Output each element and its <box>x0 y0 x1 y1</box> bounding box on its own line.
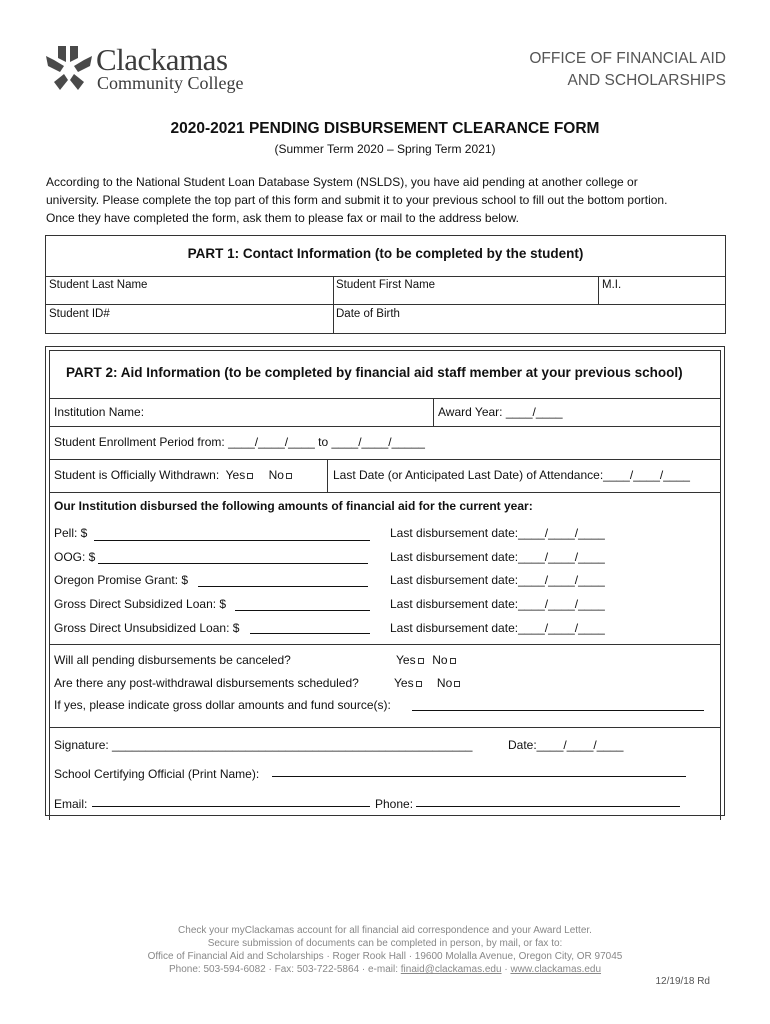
subsidized-loan-date-field[interactable]: Last disbursement date:____/____/____ <box>390 597 605 611</box>
email-link[interactable]: finaid@clackamas.edu <box>400 964 502 975</box>
enrollment-period-field[interactable]: Student Enrollment Period from: ____/____/____ to ____/____/_____ <box>54 435 425 449</box>
form-title: 2020-2021 PENDING DISBURSEMENT CLEARANCE FORM <box>170 120 600 137</box>
mi-field[interactable]: M.I. <box>602 279 622 291</box>
footer <box>0 924 770 976</box>
withdrawn-yes-label: Yes <box>225 468 246 482</box>
part1-heading: PART 1: Contact Information (to be completed by the student) <box>187 246 584 261</box>
withdrawn-no-label: No <box>268 468 284 482</box>
canceled-options <box>396 653 458 667</box>
post-yes-checkbox[interactable] <box>416 681 422 687</box>
post-withdrawal-options <box>394 676 462 690</box>
withdrawn-field <box>54 468 294 482</box>
office-line2: AND SCHOLARSHIPS <box>567 72 726 89</box>
divider <box>49 727 721 728</box>
office-name <box>529 48 726 92</box>
divider <box>46 304 725 305</box>
footer-line4 <box>0 963 770 976</box>
divider <box>333 276 334 334</box>
post-no-label: No <box>436 676 453 690</box>
divider <box>46 276 725 277</box>
subsidized-loan-label: Gross Direct Subsidized Loan: $ <box>54 597 227 611</box>
subsidized-loan-amount-field[interactable] <box>235 610 370 611</box>
intro-line: According to the National Student Loan Database System (NSLDS), you have aid pending at another college or <box>46 175 638 189</box>
email-label: Email: <box>54 797 88 811</box>
pell-date-field[interactable]: Last disbursement date:____/____/____ <box>390 526 605 540</box>
oog-date-field[interactable]: Last disbursement date:____/____/____ <box>390 550 605 564</box>
footer-separator: · <box>501 964 511 975</box>
official-name-label: School Certifying Official (Print Name): <box>54 767 260 781</box>
dob-field[interactable]: Date of Birth <box>336 308 400 320</box>
phone-label: Phone: <box>375 797 414 811</box>
student-first-name-field[interactable]: Student First Name <box>336 279 436 291</box>
signature-date-field[interactable]: Date:____/____/____ <box>508 738 624 752</box>
institution-name-field[interactable]: Institution Name: <box>54 405 145 419</box>
college-name: Clackamas <box>96 42 228 77</box>
oregon-promise-date-field[interactable]: Last disbursement date:____/____/____ <box>390 573 605 587</box>
signature-field[interactable]: Signature: ______________________________________________________ <box>54 738 473 752</box>
if-yes-label: If yes, please indicate gross dollar amounts and fund source(s): <box>54 698 391 712</box>
oog-amount-field[interactable] <box>98 563 368 564</box>
pell-label: Pell: $ <box>54 526 88 540</box>
divider <box>49 398 721 399</box>
footer-line3: Office of Financial Aid and Scholarships · Roger Rook Hall · 19600 Molalla Avenue, Oregon City, OR 97045 <box>147 951 623 962</box>
official-name-field[interactable] <box>272 776 686 777</box>
unsubsidized-loan-amount-field[interactable] <box>250 633 370 634</box>
footer-contact: Phone: 503-594-6082 · Fax: 503-722-5864 · e-mail: <box>168 964 401 975</box>
withdrawn-label: Student is Officially Withdrawn: <box>54 468 220 482</box>
withdrawn-yes-checkbox[interactable] <box>247 473 253 479</box>
intro-line: Once they have completed the form, ask them to please fax or mail to the address below. <box>46 211 519 225</box>
unsubsidized-loan-label: Gross Direct Unsubsidized Loan: $ <box>54 621 240 635</box>
pell-amount-field[interactable] <box>94 540 370 541</box>
last-attendance-date-field[interactable]: Last Date (or Anticipated Last Date) of Attendance:____/____/____ <box>333 468 690 482</box>
oregon-promise-amount-field[interactable] <box>198 586 368 587</box>
oregon-promise-label: Oregon Promise Grant: $ <box>54 573 189 587</box>
intro-text <box>46 173 736 227</box>
college-sub: Community College <box>97 73 244 93</box>
divider <box>49 459 721 460</box>
post-yes-label: Yes <box>394 676 414 690</box>
part2-heading: PART 2: Aid Information (to be completed by financial aid staff member at your previous school) <box>66 365 683 380</box>
unsubsidized-loan-date-field[interactable]: Last disbursement date:____/____/____ <box>390 621 605 635</box>
divider <box>433 398 434 426</box>
post-withdrawal-question: Are there any post-withdrawal disbursements scheduled? <box>54 676 359 690</box>
canceled-question: Will all pending disbursements be canceled? <box>54 653 291 667</box>
intro-line: university. Please complete the top part of this form and submit it to your previous school to fill out the bottom portion. <box>46 193 668 207</box>
divider <box>598 276 599 304</box>
student-last-name-field[interactable]: Student Last Name <box>49 279 148 291</box>
canceled-yes-checkbox[interactable] <box>418 658 424 664</box>
disbursed-heading: Our Institution disbursed the following amounts of financial aid for the current year: <box>54 499 533 513</box>
divider <box>49 492 721 493</box>
footer-line2: Secure submission of documents can be completed in person, by mail, or fax to: <box>207 938 563 949</box>
footer-line1: Check your myClackamas account for all financial aid correspondence and your Award Letter. <box>178 925 592 936</box>
canceled-yes-label: Yes <box>396 653 416 667</box>
email-field[interactable] <box>92 806 370 807</box>
form-subtitle: (Summer Term 2020 – Spring Term 2021) <box>274 142 496 156</box>
student-id-field[interactable]: Student ID# <box>49 308 110 320</box>
canceled-no-checkbox[interactable] <box>450 658 456 664</box>
college-logo <box>44 44 244 92</box>
website-link[interactable]: www.clackamas.edu <box>510 964 602 975</box>
phone-field[interactable] <box>416 806 680 807</box>
post-no-checkbox[interactable] <box>454 681 460 687</box>
office-line1: OFFICE OF FINANCIAL AID <box>529 50 726 67</box>
part1-section <box>45 235 726 334</box>
withdrawn-no-checkbox[interactable] <box>286 473 292 479</box>
divider <box>49 426 721 427</box>
oog-label: OOG: $ <box>54 550 96 564</box>
award-year-field[interactable]: Award Year: ____/____ <box>438 405 563 419</box>
revision-date: 12/19/18 Rd <box>655 976 710 987</box>
fund-sources-field[interactable] <box>412 710 704 711</box>
divider <box>327 459 328 492</box>
divider <box>49 644 721 645</box>
canceled-no-label: No <box>432 653 448 667</box>
logo-mark-icon <box>44 44 94 92</box>
